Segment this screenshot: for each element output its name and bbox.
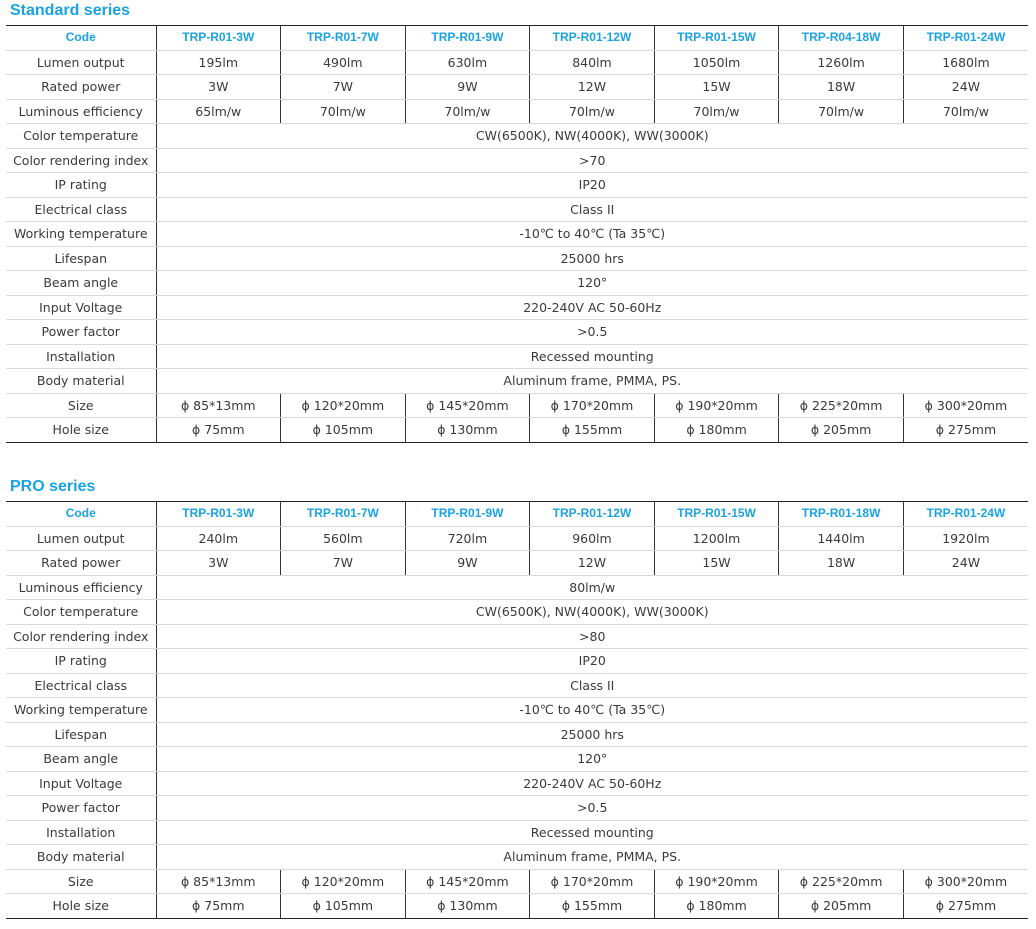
- table-row: [6, 600, 1028, 625]
- table-header-row: [6, 26, 1028, 51]
- table-cell: 15W: [654, 551, 779, 576]
- table-cell: 1680lm: [903, 50, 1028, 75]
- table-row: [6, 747, 1028, 772]
- table-row: [6, 222, 1028, 247]
- row-label: Luminous efficiency: [6, 575, 156, 600]
- row-label: Power factor: [6, 320, 156, 345]
- table-row: [6, 698, 1028, 723]
- header-code-label: Code: [6, 26, 156, 51]
- header-model-code: TRP-R01-3W: [156, 502, 281, 527]
- table-cell: 720lm: [405, 526, 530, 551]
- table-cell: 18W: [779, 75, 904, 100]
- table-row: [6, 673, 1028, 698]
- table-header-row: [6, 502, 1028, 527]
- table-row: [6, 575, 1028, 600]
- table-cell: 490lm: [281, 50, 406, 75]
- table-cell: 70lm/w: [779, 99, 904, 124]
- row-label: Lumen output: [6, 526, 156, 551]
- table-row: [6, 344, 1028, 369]
- table-cell: Recessed mounting: [156, 344, 1028, 369]
- row-label: Installation: [6, 344, 156, 369]
- table-cell: 70lm/w: [405, 99, 530, 124]
- table-cell: 1050lm: [654, 50, 779, 75]
- table-cell: ϕ 205mm: [779, 894, 904, 919]
- table-cell: Aluminum frame, PMMA, PS.: [156, 845, 1028, 870]
- header-model-code: TRP-R01-9W: [405, 26, 530, 51]
- table-cell: CW(6500K), NW(4000K), WW(3000K): [156, 124, 1028, 149]
- table-cell: 195lm: [156, 50, 281, 75]
- table-row: [6, 124, 1028, 149]
- table-cell: Class II: [156, 673, 1028, 698]
- table-cell: ϕ 75mm: [156, 894, 281, 919]
- header-model-code: TRP-R01-15W: [654, 502, 779, 527]
- header-model-code: TRP-R01-12W: [530, 26, 655, 51]
- header-model-code: TRP-R01-18W: [779, 502, 904, 527]
- table-cell: 9W: [405, 551, 530, 576]
- table-cell: >70: [156, 148, 1028, 173]
- header-model-code: TRP-R01-24W: [903, 502, 1028, 527]
- pro-series-table: [6, 501, 1028, 919]
- table-row: [6, 869, 1028, 894]
- row-label: Installation: [6, 820, 156, 845]
- table-row: [6, 99, 1028, 124]
- table-row: [6, 369, 1028, 394]
- table-cell: 80lm/w: [156, 575, 1028, 600]
- table-row: [6, 320, 1028, 345]
- table-row: [6, 649, 1028, 674]
- table-cell: ϕ 75mm: [156, 418, 281, 443]
- table-cell: IP20: [156, 173, 1028, 198]
- row-label: Body material: [6, 845, 156, 870]
- table-cell: ϕ 300*20mm: [903, 869, 1028, 894]
- header-model-code: TRP-R01-7W: [281, 26, 406, 51]
- header-model-code: TRP-R01-15W: [654, 26, 779, 51]
- table-cell: 70lm/w: [654, 99, 779, 124]
- row-label: Beam angle: [6, 747, 156, 772]
- table-cell: ϕ 170*20mm: [530, 869, 655, 894]
- table-cell: CW(6500K), NW(4000K), WW(3000K): [156, 600, 1028, 625]
- table-cell: 24W: [903, 551, 1028, 576]
- table-cell: ϕ 130mm: [405, 894, 530, 919]
- table-cell: 9W: [405, 75, 530, 100]
- table-cell: 70lm/w: [903, 99, 1028, 124]
- header-model-code: TRP-R01-7W: [281, 502, 406, 527]
- table-cell: ϕ 205mm: [779, 418, 904, 443]
- table-cell: 960lm: [530, 526, 655, 551]
- table-cell: Recessed mounting: [156, 820, 1028, 845]
- table-cell: 840lm: [530, 50, 655, 75]
- table-cell: IP20: [156, 649, 1028, 674]
- standard-series-title: Standard series: [10, 2, 131, 19]
- standard-series-table: [6, 25, 1028, 443]
- table-cell: ϕ 275mm: [903, 418, 1028, 443]
- table-row: [6, 50, 1028, 75]
- table-row: [6, 75, 1028, 100]
- header-model-code: TRP-R01-12W: [530, 502, 655, 527]
- table-row: [6, 551, 1028, 576]
- table-cell: ϕ 105mm: [281, 894, 406, 919]
- table-row: [6, 271, 1028, 296]
- table-cell: 25000 hrs: [156, 246, 1028, 271]
- row-label: Power factor: [6, 796, 156, 821]
- table-cell: Class II: [156, 197, 1028, 222]
- table-cell: 15W: [654, 75, 779, 100]
- row-label: Rated power: [6, 551, 156, 576]
- table-cell: 24W: [903, 75, 1028, 100]
- table-row: [6, 624, 1028, 649]
- row-label: IP rating: [6, 173, 156, 198]
- row-label: Rated power: [6, 75, 156, 100]
- row-label: Hole size: [6, 894, 156, 919]
- row-label: Size: [6, 869, 156, 894]
- table-cell: ϕ 225*20mm: [779, 869, 904, 894]
- table-cell: 120°: [156, 747, 1028, 772]
- header-model-code: TRP-R01-9W: [405, 502, 530, 527]
- row-label: Electrical class: [6, 673, 156, 698]
- row-label: Color temperature: [6, 600, 156, 625]
- table-cell: -10℃ to 40℃ (Ta 35℃): [156, 698, 1028, 723]
- table-row: [6, 526, 1028, 551]
- pro-series-title: PRO series: [10, 478, 96, 495]
- row-label: Lifespan: [6, 722, 156, 747]
- header-model-code: TRP-R04-18W: [779, 26, 904, 51]
- table-cell: 7W: [281, 75, 406, 100]
- table-cell: ϕ 300*20mm: [903, 393, 1028, 418]
- row-label: Working temperature: [6, 222, 156, 247]
- table-cell: ϕ 85*13mm: [156, 393, 281, 418]
- header-model-code: TRP-R01-3W: [156, 26, 281, 51]
- table-cell: ϕ 275mm: [903, 894, 1028, 919]
- table-cell: 70lm/w: [281, 99, 406, 124]
- table-row: [6, 771, 1028, 796]
- table-row: [6, 197, 1028, 222]
- table-cell: ϕ 105mm: [281, 418, 406, 443]
- table-row: [6, 418, 1028, 443]
- table-cell: ϕ 180mm: [654, 894, 779, 919]
- table-cell: -10℃ to 40℃ (Ta 35℃): [156, 222, 1028, 247]
- table-cell: ϕ 225*20mm: [779, 393, 904, 418]
- row-label: Input Voltage: [6, 771, 156, 796]
- table-cell: 12W: [530, 551, 655, 576]
- table-cell: ϕ 180mm: [654, 418, 779, 443]
- row-label: Lumen output: [6, 50, 156, 75]
- table-row: [6, 894, 1028, 919]
- row-label: Working temperature: [6, 698, 156, 723]
- table-cell: ϕ 130mm: [405, 418, 530, 443]
- header-code-label: Code: [6, 502, 156, 527]
- table-cell: ϕ 120*20mm: [281, 869, 406, 894]
- table-cell: 220-240V AC 50-60Hz: [156, 295, 1028, 320]
- table-cell: >0.5: [156, 796, 1028, 821]
- table-cell: ϕ 145*20mm: [405, 869, 530, 894]
- table-cell: 25000 hrs: [156, 722, 1028, 747]
- table-cell: ϕ 170*20mm: [530, 393, 655, 418]
- table-cell: ϕ 190*20mm: [654, 869, 779, 894]
- table-row: [6, 722, 1028, 747]
- table-cell: 1920lm: [903, 526, 1028, 551]
- table-cell: Aluminum frame, PMMA, PS.: [156, 369, 1028, 394]
- table-row: [6, 796, 1028, 821]
- row-label: Luminous efficiency: [6, 99, 156, 124]
- table-cell: 1260lm: [779, 50, 904, 75]
- row-label: Hole size: [6, 418, 156, 443]
- table-cell: 7W: [281, 551, 406, 576]
- table-cell: 1200lm: [654, 526, 779, 551]
- table-cell: 3W: [156, 551, 281, 576]
- row-label: Beam angle: [6, 271, 156, 296]
- table-row: [6, 148, 1028, 173]
- table-cell: 18W: [779, 551, 904, 576]
- table-row: [6, 246, 1028, 271]
- table-cell: 220-240V AC 50-60Hz: [156, 771, 1028, 796]
- row-label: Electrical class: [6, 197, 156, 222]
- table-cell: 240lm: [156, 526, 281, 551]
- row-label: Color rendering index: [6, 148, 156, 173]
- table-cell: ϕ 120*20mm: [281, 393, 406, 418]
- row-label: Input Voltage: [6, 295, 156, 320]
- table-row: [6, 845, 1028, 870]
- header-model-code: TRP-R01-24W: [903, 26, 1028, 51]
- table-row: [6, 393, 1028, 418]
- table-cell: 70lm/w: [530, 99, 655, 124]
- table-cell: ϕ 145*20mm: [405, 393, 530, 418]
- table-cell: >80: [156, 624, 1028, 649]
- table-cell: 630lm: [405, 50, 530, 75]
- table-cell: ϕ 155mm: [530, 894, 655, 919]
- row-label: Color rendering index: [6, 624, 156, 649]
- table-cell: ϕ 190*20mm: [654, 393, 779, 418]
- table-cell: 12W: [530, 75, 655, 100]
- table-cell: 3W: [156, 75, 281, 100]
- table-cell: 65lm/w: [156, 99, 281, 124]
- table-cell: 120°: [156, 271, 1028, 296]
- table-row: [6, 173, 1028, 198]
- row-label: Color temperature: [6, 124, 156, 149]
- row-label: Lifespan: [6, 246, 156, 271]
- row-label: Size: [6, 393, 156, 418]
- table-row: [6, 295, 1028, 320]
- table-cell: >0.5: [156, 320, 1028, 345]
- row-label: Body material: [6, 369, 156, 394]
- table-cell: ϕ 85*13mm: [156, 869, 281, 894]
- table-cell: ϕ 155mm: [530, 418, 655, 443]
- table-cell: 1440lm: [779, 526, 904, 551]
- table-cell: 560lm: [281, 526, 406, 551]
- row-label: IP rating: [6, 649, 156, 674]
- table-row: [6, 820, 1028, 845]
